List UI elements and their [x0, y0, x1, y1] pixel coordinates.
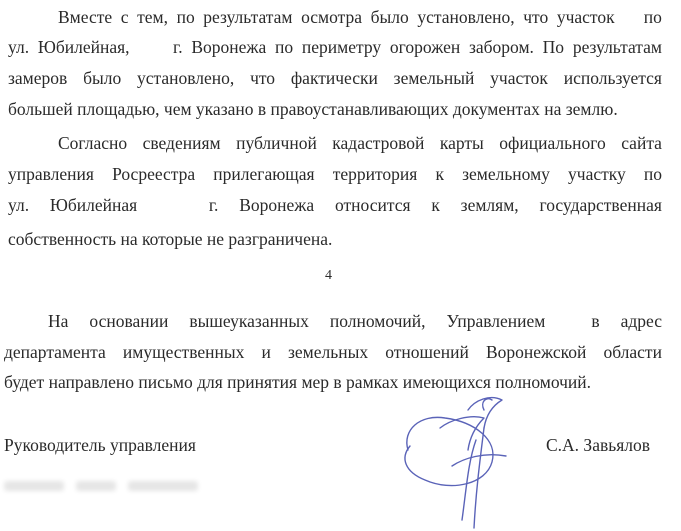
word: Воронежской — [485, 342, 587, 362]
p2-line-4 — [8, 226, 332, 252]
word: используется — [563, 68, 662, 88]
word: Согласно — [58, 133, 128, 153]
word: полномочий, — [329, 311, 426, 331]
faded-background-marks — [4, 478, 254, 498]
handwritten-signature — [380, 380, 530, 530]
word: к — [431, 195, 440, 215]
word: Росреестра — [112, 164, 196, 184]
p1-line-1 — [58, 4, 662, 30]
p2-line-1 — [58, 130, 662, 156]
signatory-position: Руководитель управления — [4, 435, 196, 455]
p1-line-4 — [8, 96, 618, 122]
p2-line-3 — [8, 192, 662, 218]
word: вышеуказанных — [189, 311, 309, 331]
word: и — [261, 342, 271, 362]
word: области — [603, 342, 662, 362]
word: с — [120, 7, 129, 27]
word: земельных — [288, 342, 369, 362]
word: По — [542, 37, 565, 57]
word: что — [523, 7, 549, 27]
signatory-name: С.А. Завьялов — [546, 435, 651, 455]
line-text: большей площадью, чем указано в правоустанавливающих документах на землю. — [8, 99, 618, 119]
word: участок — [490, 68, 548, 88]
word: относится — [334, 195, 411, 215]
word: замеров — [8, 68, 68, 88]
word: участку — [568, 164, 626, 184]
word: департамента — [4, 342, 106, 362]
p1-line-3 — [8, 65, 662, 91]
p2-line-2 — [8, 161, 662, 187]
word: имущественных — [122, 342, 245, 362]
word: установлено, — [137, 68, 235, 88]
page-number: 4 — [325, 268, 332, 283]
word: публичной — [236, 133, 317, 153]
word: установлено, — [417, 7, 515, 27]
word: результатам — [572, 37, 662, 57]
word: г. — [208, 195, 219, 215]
word: управления — [8, 164, 94, 184]
word: земельный — [393, 68, 475, 88]
word: землям, — [460, 195, 519, 215]
word: прилегающая — [213, 164, 315, 184]
word: осмотра — [301, 7, 363, 27]
word: г. — [173, 37, 183, 57]
word: результатам — [203, 7, 293, 27]
word: по — [643, 7, 662, 27]
word: официального — [499, 133, 606, 153]
word: забором. — [468, 37, 534, 57]
p3-line-1 — [48, 308, 662, 334]
word: Воронежа — [239, 195, 315, 215]
word: тем, — [137, 7, 168, 27]
word: территория — [332, 164, 418, 184]
word: Вместе — [58, 7, 113, 27]
line-text: собственность на которые не разграничена. — [8, 229, 333, 249]
word: огорожен — [389, 37, 461, 57]
word: ул. — [8, 195, 30, 215]
word: фактически — [290, 68, 378, 88]
word: государственная — [539, 195, 662, 215]
word: что — [250, 68, 276, 88]
word: Юбилейная — [49, 195, 138, 215]
word: сведениям — [142, 133, 221, 153]
word: по — [176, 7, 195, 27]
word: сайта — [621, 133, 662, 153]
word: земельному — [462, 164, 550, 184]
p3-line-2 — [4, 339, 662, 365]
word: по — [275, 37, 294, 57]
word: кадастровой — [332, 133, 425, 153]
word: Управлением — [446, 311, 546, 331]
word: отношений — [385, 342, 469, 362]
p1-line-2 — [8, 34, 662, 60]
word: Воронежа — [191, 37, 267, 57]
word: ул. — [8, 37, 30, 57]
word: На — [48, 311, 69, 331]
line-text: будет направлено письмо для принятия мер в рамках имеющихся полномочий. — [4, 372, 592, 392]
word: в — [591, 311, 600, 331]
word: адрес — [620, 311, 662, 331]
word: было — [83, 68, 122, 88]
word: участок — [556, 7, 615, 27]
word: карты — [439, 133, 484, 153]
word: основании — [89, 311, 169, 331]
word: периметру — [301, 37, 382, 57]
word: Юбилейная, — [37, 37, 130, 57]
word: к — [435, 164, 444, 184]
word: по — [643, 164, 662, 184]
word: было — [370, 7, 409, 27]
